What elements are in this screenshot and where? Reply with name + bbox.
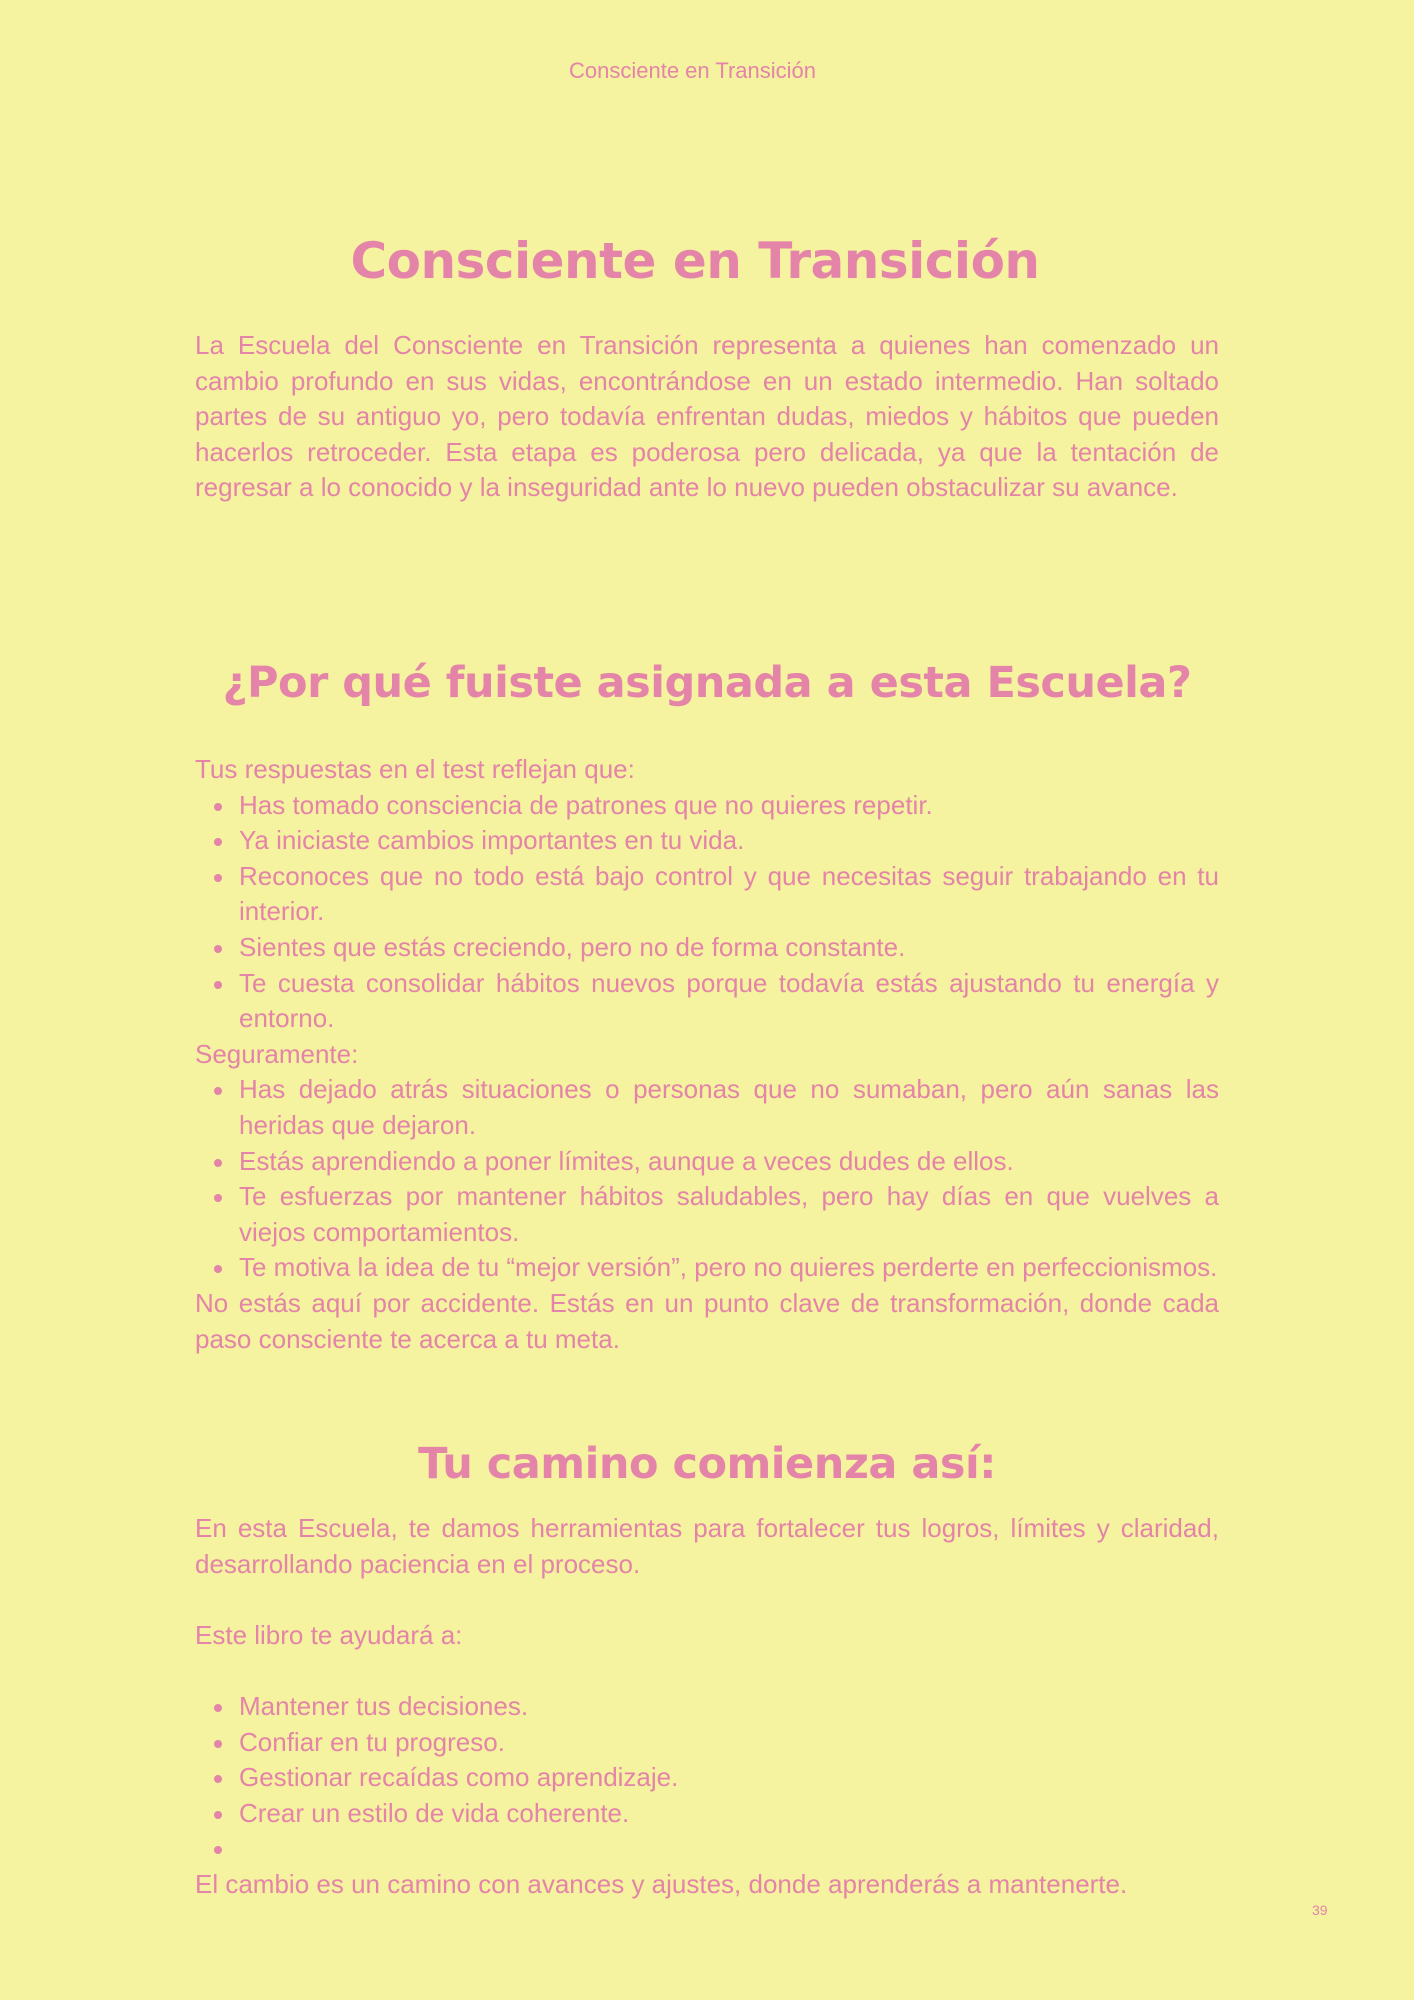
list-item: Te esfuerzas por mantener hábitos saludables, pero hay días en que vuelves a viejos comportamientos. <box>239 1179 1219 1250</box>
list-item: Crear un estilo de vida coherente. <box>239 1796 1219 1832</box>
intro-paragraph: La Escuela del Consciente en Transición representa a quienes han comenzado un cambio profundo en sus vidas, encontrándose en un estado intermedio. Han soltado partes de su antiguo yo, pero todavía enfrentan dudas, miedos y hábitos que pueden hacerlos retroceder. Esta etapa es poderosa pero delicada, ya que la tentación de regresar a lo conocido y la inseguridad ante lo nuevo pueden obstaculizar su avance. <box>195 330 1219 503</box>
page-number: 39 <box>1312 1902 1328 1918</box>
running-header: Consciente en Transición <box>568 58 817 83</box>
list-item: Estás aprendiendo a poner límites, aunque a veces dudes de ellos. <box>239 1144 1219 1180</box>
why-list <box>195 788 1219 1037</box>
list-item: Reconoces que no todo está bajo control y que necesitas seguir trabajando en tu interior. <box>239 859 1219 930</box>
list-item: Mantener tus decisiones. <box>239 1689 1219 1725</box>
list-item: Confiar en tu progreso. <box>239 1725 1219 1761</box>
list-item: Te motiva la idea de tu “mejor versión”, pero no quieres perderte en perfeccionismos. <box>239 1250 1219 1286</box>
path-section <box>195 1511 1219 1903</box>
why-closing: No estás aquí por accidente. Estás en un punto clave de transformación, donde cada paso consciente te acerca a tu meta. <box>195 1287 1219 1354</box>
list-item: Has dejado atrás situaciones o personas que no sumaban, pero aún sanas las heridas que dejaron. <box>239 1072 1219 1143</box>
list-item: Ya iniciaste cambios importantes en tu vida. <box>239 823 1219 859</box>
why-lead: Tus respuestas en el test reflejan que: <box>195 754 635 784</box>
path-intro: En esta Escuela, te damos herramientas para fortalecer tus logros, límites y claridad, desarrollando paciencia en el proceso. <box>195 1513 1219 1579</box>
spacer <box>195 1653 1219 1689</box>
spacer <box>195 1582 1219 1618</box>
why-list-2 <box>195 1072 1219 1286</box>
list-item-empty <box>239 1831 1219 1867</box>
path-list <box>195 1689 1219 1867</box>
path-closing: El cambio es un camino con avances y ajustes, donde aprenderás a mantenerte. <box>195 1868 1128 1899</box>
list-item: Gestionar recaídas como aprendizaje. <box>239 1760 1219 1796</box>
section-heading-why: ¿Por qué fuiste asignada a esta Escuela? <box>222 658 1192 708</box>
why-section <box>195 752 1219 1357</box>
why-lead-2: Seguramente: <box>195 1038 359 1069</box>
path-lead: Este libro te ayudará a: <box>195 1619 463 1650</box>
list-item: Has tomado consciencia de patrones que no quieres repetir. <box>239 788 1219 824</box>
page-title: Consciente en Transición <box>350 232 1040 290</box>
list-item: Te cuesta consolidar hábitos nuevos porque todavía estás ajustando tu energía y entorno. <box>239 966 1219 1037</box>
section-heading-path: Tu camino comienza así: <box>418 1439 996 1489</box>
list-item: Sientes que estás creciendo, pero no de forma constante. <box>239 930 1219 966</box>
